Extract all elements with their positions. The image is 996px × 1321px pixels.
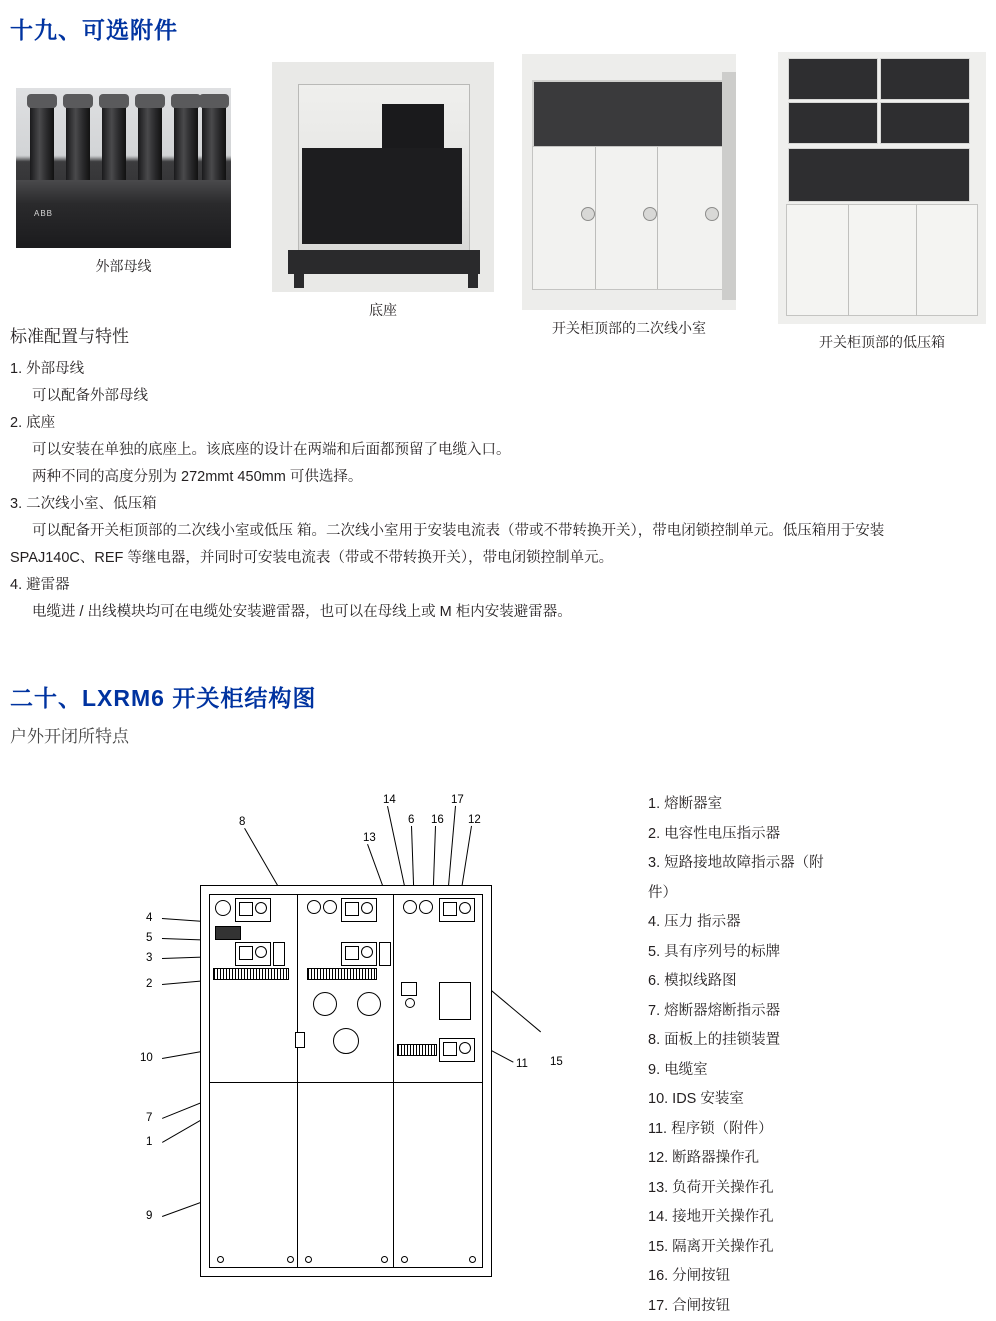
legend-item: 3. 短路接地故障指示器（附 <box>648 849 978 879</box>
body-line: 2. 底座 <box>10 410 990 437</box>
photo-caption: 底座 <box>272 300 494 320</box>
legend-item: 17. 合闸按钮 <box>648 1292 978 1321</box>
photo-block-lv-box <box>778 52 986 352</box>
callout-number: 8 <box>239 816 245 828</box>
photo-block-secondary-compartment <box>522 54 736 338</box>
callout-number: 3 <box>146 952 152 964</box>
external-busbar-photo: ABB <box>16 88 231 248</box>
body-line: 3. 二次线小室、低压箱 <box>10 491 990 518</box>
callout-number: 7 <box>146 1112 152 1124</box>
photo-block-external-busbar <box>16 88 231 276</box>
body-line: 可以安装在单独的底座上。该底座的设计在两端和后面都预留了电缆入口。 <box>10 437 990 464</box>
callout-number: 9 <box>146 1210 152 1222</box>
legend-item: 1. 熔断器室 <box>648 790 978 820</box>
callout-number: 2 <box>146 978 152 990</box>
cabinet-outline <box>200 885 492 1277</box>
legend-item: 15. 隔离开关操作孔 <box>648 1233 978 1263</box>
photo-caption: 开关柜顶部的低压箱 <box>778 332 986 352</box>
body-line: 两种不同的高度分别为 272mmt 450mm 可供选择。 <box>10 464 990 491</box>
standard-config-heading: 标准配置与特性 <box>10 322 129 347</box>
switchgear-structure-diagram <box>150 780 570 1290</box>
callout-number: 13 <box>363 832 376 844</box>
legend-item: 9. 电缆室 <box>648 1056 978 1086</box>
callout-number: 17 <box>451 794 464 806</box>
callout-number: 6 <box>408 814 414 826</box>
secondary-compartment-photo <box>522 54 736 310</box>
body-line: 可以配备外部母线 <box>10 383 990 410</box>
legend-item: 10. IDS 安装室 <box>648 1085 978 1115</box>
legend-item: 6. 模拟线路图 <box>648 967 978 997</box>
legend-item: 16. 分闸按钮 <box>648 1262 978 1292</box>
callout-number: 16 <box>431 814 444 826</box>
legend-item: 14. 接地开关操作孔 <box>648 1203 978 1233</box>
callout-number: 4 <box>146 912 152 924</box>
callout-number: 15 <box>550 1056 563 1068</box>
callout-number: 1 <box>146 1136 152 1148</box>
callout-number: 12 <box>468 814 481 826</box>
photo-caption: 开关柜顶部的二次线小室 <box>522 318 736 338</box>
legend-item: 7. 熔断器熔断指示器 <box>648 997 978 1027</box>
body-line: 可以配备开关柜顶部的二次线小室或低压 箱。二次线小室用于安装电流表（带或不带转换开关），带电闭锁控制单元。低压箱用于安装 <box>10 518 990 545</box>
legend-item: 5. 具有序列号的标牌 <box>648 938 978 968</box>
standard-config-body <box>10 356 990 626</box>
body-line: 电缆进 / 出线模块均可在电缆处安装避雷器，也可以在母线上或 M 柜内安装避雷器。 <box>10 599 990 626</box>
photo-row <box>0 30 996 330</box>
legend-item: 件） <box>648 879 978 909</box>
callout-number: 10 <box>140 1052 153 1064</box>
outdoor-heading: 户外开闭所特点 <box>10 722 129 747</box>
body-line: 1. 外部母线 <box>10 356 990 383</box>
body-line: SPAJ140C、REF 等继电器，并同时可安装电流表（带或不带转换开关），带电闭锁控制单元。 <box>10 545 990 572</box>
callout-number: 5 <box>146 932 152 944</box>
legend-item: 4. 压力 指示器 <box>648 908 978 938</box>
legend-item: 2. 电容性电压指示器 <box>648 820 978 850</box>
legend-item: 11. 程序锁（附件） <box>648 1115 978 1145</box>
section-19-title: 十九、可选附件 <box>10 12 178 45</box>
legend-item: 12. 断路器操作孔 <box>648 1144 978 1174</box>
photo-caption: 外部母线 <box>16 256 231 276</box>
body-line: 4. 避雷器 <box>10 572 990 599</box>
diagram-legend <box>648 790 978 1321</box>
callout-number: 14 <box>383 794 396 806</box>
lv-box-photo <box>778 52 986 324</box>
callout-number: 11 <box>516 1058 528 1070</box>
legend-item: 8. 面板上的挂锁装置 <box>648 1026 978 1056</box>
base-photo <box>272 62 494 292</box>
photo-block-base <box>272 62 494 320</box>
section-20-title: 二十、LXRM6 开关柜结构图 <box>10 680 316 713</box>
legend-item: 13. 负荷开关操作孔 <box>648 1174 978 1204</box>
